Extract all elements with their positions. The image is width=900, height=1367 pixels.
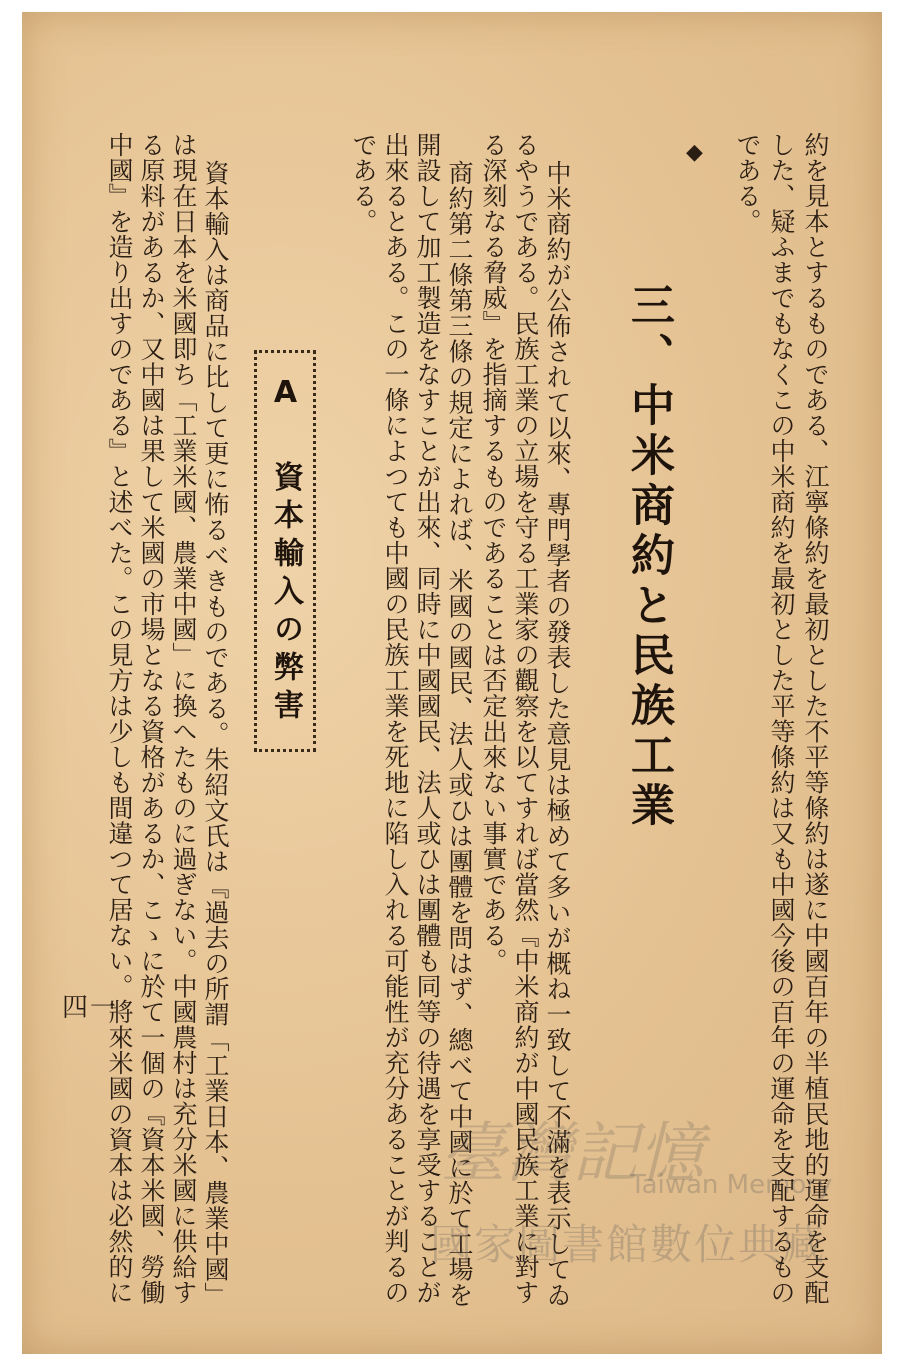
watermark-chinese: 國家圖書館數位典藏 (430, 1220, 827, 1269)
watermark-calligraphy: 臺灣記憶 (440, 1115, 704, 1192)
text-column-left-1: 資本輸入は商品に比して更に怖るべきものである。朱紹文氏は『過去の所謂「工業日本、農業中國」 (201, 160, 230, 1308)
text-column-middle-1: 中米商約が公佈されて以來、專門學者の發表した意見は極めて多いが概ね一致して不滿を表示してゐ (543, 160, 572, 1308)
book-page (22, 12, 882, 1354)
text-column-right-2: した、疑ふまでもなくこの中米商約を最初とした平等條約は又も中國今後の百年の運命を支配するもの (767, 132, 796, 1305)
text-column-right-3: である。 (733, 132, 762, 234)
text-column-left-4: 中國』を造り出すのである』と述べた。この見方は少しも間違つて居ない。將來米國の資本は必然的に (105, 132, 134, 1305)
text-column-right-1: 約を見本とするものである、江寧條約を最初とした不平等條約は遂に中國百年の半植民地的運命を支配 (801, 132, 830, 1305)
page-number: 四一 (62, 993, 119, 1023)
text-column-left-3: る原料があるか、又中國は果して米國の市場となる資格があるか、こゝに於て一個の『資本米國、勞働 (137, 132, 166, 1305)
text-column-middle-7: である。 (349, 132, 378, 234)
text-column-middle-3: る深刻なる脅威』を指摘するものであることは否定出來ない事實である。 (479, 132, 508, 974)
bullet-mark: ◆ (686, 140, 703, 165)
text-column-middle-2: るやうである。民族工業の立場を守る工業家の觀察を以てすれば當然『中米商約が中國民族工業に對す (511, 132, 540, 1305)
section-heading: 三、中米商約と民族工業 (623, 282, 674, 832)
sub-heading-box (254, 350, 316, 752)
text-column-left-2: は現在日本を米國即ち「工業米國、農業中國」に換へたものに過ぎない。中國農村は充分米國に供給す (169, 132, 198, 1305)
text-column-middle-4: 商約第二條第三條の規定によれば、米國の國民、法人或ひは團體を問はず、總べて中國に於て工場を (445, 160, 474, 1308)
sub-heading: A 資本輸入の弊害 (268, 375, 303, 727)
text-column-middle-5: 開設して加工製造をなすことが出來、同時に中國國民、法人或ひは團體も同等の待遇を享受することが (413, 132, 442, 1305)
watermark-english: Taiwan Memory (630, 1170, 833, 1200)
text-column-middle-6: 出來るとある。この一條によつても中國の民族工業を死地に陷し入れる可能性が充分あることが判るの (381, 132, 410, 1305)
